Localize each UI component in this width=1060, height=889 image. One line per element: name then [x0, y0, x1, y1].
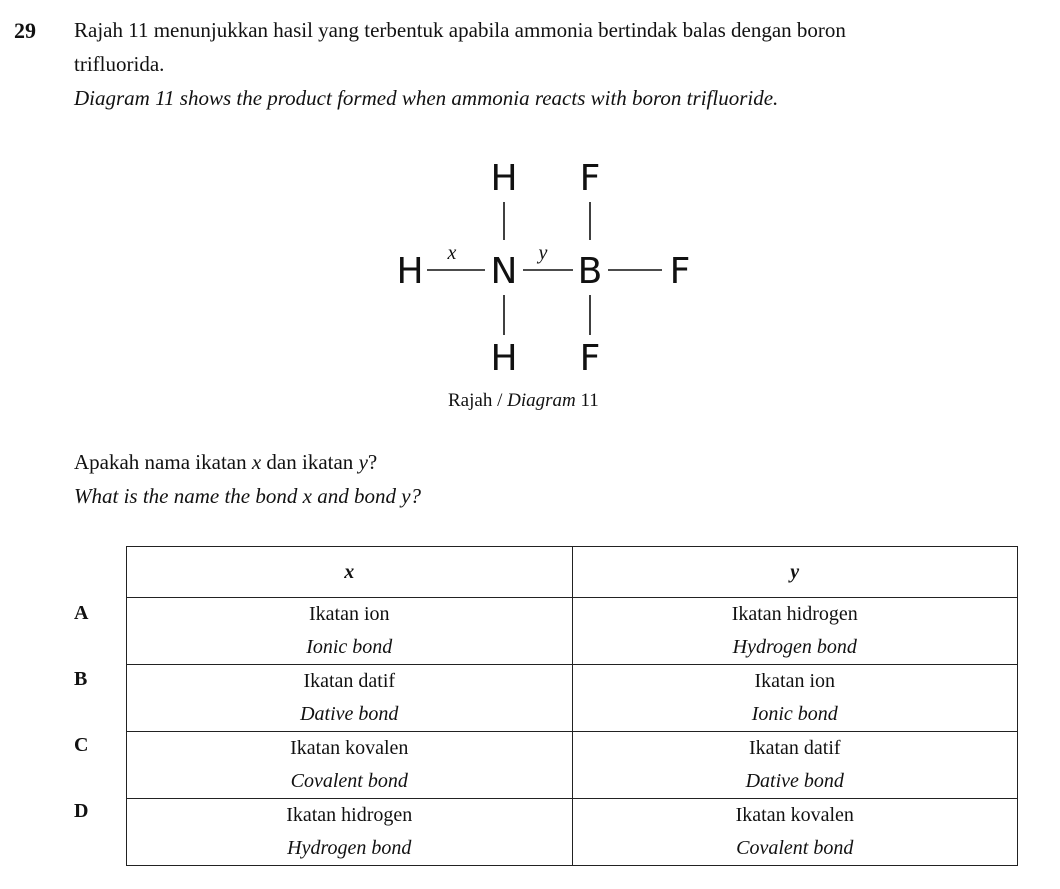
stem-malay-line-1: Rajah 11 menunjukkan hasil yang terbentuk apabila ammonia bertindak balas dengan boron: [74, 18, 846, 42]
table-row[interactable]: [127, 732, 1018, 799]
bf3-nh3-structure-diagram: [380, 150, 700, 385]
table-row[interactable]: [127, 665, 1018, 732]
caption-malay: Rajah /: [448, 390, 508, 411]
option-letter-c[interactable]: C: [74, 734, 89, 756]
atom-f-bottom: F: [579, 338, 601, 379]
table-row[interactable]: [127, 799, 1018, 866]
prompt-malay: Apakah nama ikatan x dan ikatan y?: [74, 450, 378, 474]
option-c-y: Ikatan datif Dative bond: [572, 732, 1018, 799]
option-b-y: Ikatan ion Ionic bond: [572, 665, 1018, 732]
option-a-x: Ikatan ion Ionic bond: [127, 598, 573, 665]
atom-f-top: F: [579, 158, 601, 199]
option-a-y: Ikatan hidrogen Hydrogen bond: [572, 598, 1018, 665]
atom-h-top: H: [490, 158, 518, 199]
table-row[interactable]: [127, 598, 1018, 665]
option-c-x: Ikatan kovalen Covalent bond: [127, 732, 573, 799]
prompt-english: What is the name the bond x and bond y?: [74, 484, 422, 508]
atom-f-right: F: [669, 251, 691, 292]
bond-label-y: y: [538, 242, 548, 264]
caption-number: 11: [575, 390, 599, 411]
table-header-row: [127, 547, 1018, 598]
stem-malay-line-2: trifluorida.: [74, 52, 165, 76]
caption-english: Diagram: [507, 390, 576, 411]
atom-h-left: H: [396, 251, 424, 292]
diagram-caption: [448, 390, 599, 412]
atom-n-center: N: [490, 251, 518, 292]
stem-english: Diagram 11 shows the product formed when ammonia reacts with boron trifluoride.: [74, 86, 779, 110]
option-letter-a[interactable]: A: [74, 602, 89, 624]
bond-label-x: x: [447, 242, 457, 264]
header-x: x: [127, 547, 573, 598]
atom-h-bottom: H: [490, 338, 518, 379]
option-b-x: Ikatan datif Dative bond: [127, 665, 573, 732]
question-number: 29: [14, 18, 36, 43]
option-d-x: Ikatan hidrogen Hydrogen bond: [127, 799, 573, 866]
answer-table: [126, 546, 1018, 866]
header-y: y: [572, 547, 1018, 598]
atom-b-center: B: [577, 251, 603, 292]
option-d-y: Ikatan kovalen Covalent bond: [572, 799, 1018, 866]
option-letter-b[interactable]: B: [74, 668, 88, 690]
option-letter-d[interactable]: D: [74, 800, 89, 822]
